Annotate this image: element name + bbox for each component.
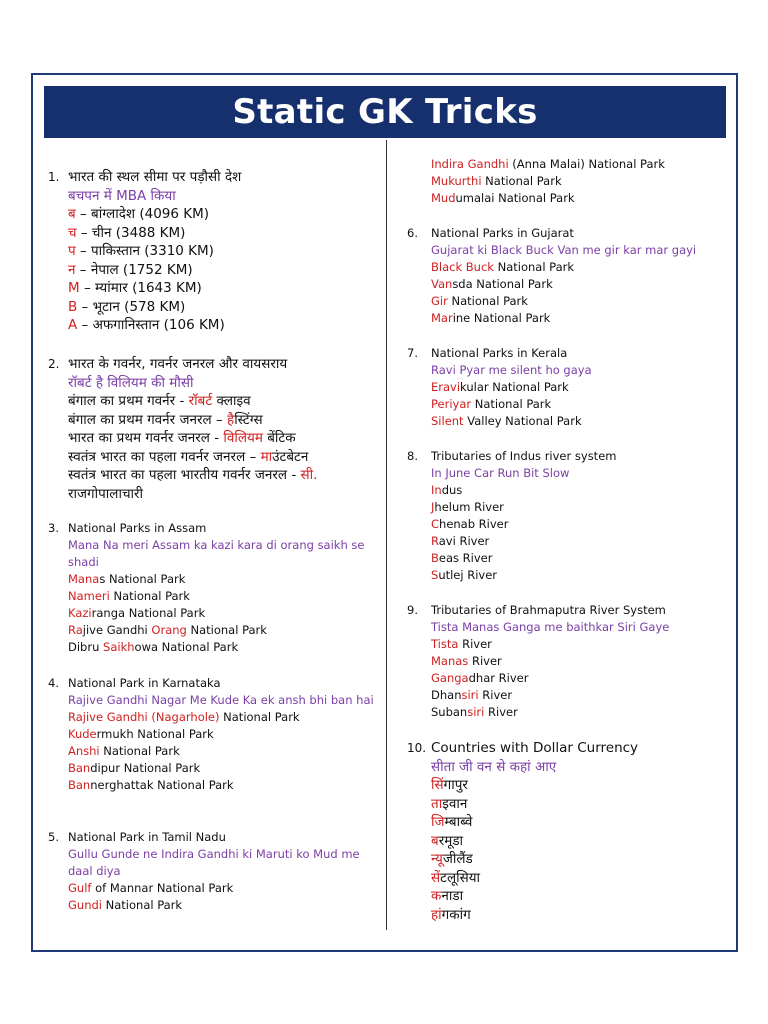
item-key-letters: सें bbox=[431, 869, 441, 886]
mnemonic-trick: बचपन में MBA किया bbox=[68, 187, 176, 204]
item-key-letters: siri bbox=[461, 688, 479, 702]
item-key-letters: Anshi bbox=[68, 744, 100, 758]
item-text: उंटबेटन bbox=[272, 448, 309, 465]
item-text: nerghattak National Park bbox=[90, 778, 234, 792]
item-text: National Park bbox=[493, 260, 575, 274]
item-text: नाडा bbox=[441, 888, 464, 904]
item-text: – पाकिस्तान (3310 KM) bbox=[75, 243, 214, 259]
list-item bbox=[431, 813, 472, 832]
item-key-letters: Tista bbox=[431, 637, 459, 651]
item-text: Valley National Park bbox=[463, 414, 582, 428]
item-key-letters: Nameri bbox=[68, 589, 110, 603]
list-item bbox=[431, 550, 492, 567]
list-item bbox=[431, 413, 582, 430]
list-item bbox=[68, 777, 234, 794]
section-title: National Parks in Gujarat bbox=[431, 226, 574, 240]
item-text: National Park bbox=[186, 623, 267, 637]
item-key-letters: Ban bbox=[68, 778, 91, 792]
list-item bbox=[68, 411, 263, 430]
item-text: dhar River bbox=[468, 671, 529, 685]
item-key-letters: Manas bbox=[431, 654, 469, 668]
list-item bbox=[68, 466, 317, 485]
list-item bbox=[431, 156, 665, 173]
list-item bbox=[68, 279, 202, 298]
list-item bbox=[68, 639, 238, 656]
item-key-letters: ता bbox=[431, 795, 443, 812]
item-text: jive Gandhi bbox=[82, 623, 152, 637]
item-key-letters: In bbox=[431, 483, 442, 497]
item-text: गापुर bbox=[443, 777, 468, 793]
list-item bbox=[431, 533, 489, 550]
item-key-letters: Kazi bbox=[68, 606, 92, 620]
item-text: – नेपाल (1752 KM) bbox=[75, 261, 193, 278]
list-item bbox=[431, 653, 502, 670]
section-number: 1. bbox=[48, 170, 60, 184]
item-text: National Park bbox=[109, 589, 190, 603]
column-divider bbox=[386, 140, 387, 930]
list-item bbox=[431, 906, 471, 925]
item-text: राजगोपालाचारी bbox=[68, 485, 144, 502]
list-item bbox=[68, 760, 200, 777]
section-title: National Park in Karnataka bbox=[68, 676, 221, 690]
item-text: जीलैंड bbox=[442, 851, 473, 867]
item-key-letters: Mana bbox=[68, 572, 100, 586]
section-title: भारत के गवर्नर, गवर्नर जनरल और वायसराय bbox=[68, 356, 288, 372]
list-item bbox=[431, 850, 473, 869]
section-title: National Parks in Assam bbox=[68, 521, 207, 535]
item-key-letters: मा bbox=[260, 448, 273, 465]
list-item bbox=[431, 567, 497, 584]
list-item bbox=[431, 832, 463, 851]
item-key-letters: सी. bbox=[300, 467, 318, 483]
item-key-letters: Indira Gandhi bbox=[431, 157, 509, 171]
item-key-letters: J bbox=[431, 500, 435, 514]
item-key-letters: Rajive Gandhi (Nagarhole) bbox=[68, 710, 220, 724]
item-key-letters: Ra bbox=[68, 623, 83, 637]
item-key-letters: हां bbox=[431, 906, 442, 923]
item-text: National Park bbox=[447, 294, 528, 308]
item-text: River bbox=[484, 705, 518, 719]
list-item bbox=[68, 588, 190, 605]
item-key-letters: है bbox=[227, 411, 235, 428]
list-item bbox=[431, 869, 480, 888]
section-number: 3. bbox=[48, 521, 59, 535]
item-key-letters: Eravi bbox=[431, 380, 461, 394]
mnemonic-trick: Rajive Gandhi Nagar Me Kude Ka ek ansh bhi ban hai bbox=[68, 693, 374, 707]
list-item bbox=[68, 205, 209, 224]
item-text: बंगाल का प्रथम गवर्नर जनरल – bbox=[68, 411, 228, 428]
item-key-letters: Gir bbox=[431, 294, 448, 308]
list-item bbox=[431, 396, 551, 413]
item-key-letters: R bbox=[431, 534, 439, 548]
list-item bbox=[68, 743, 180, 760]
mnemonic-trick: Mana Na meri Assam ka kazi kara di orang saikh se shadi bbox=[68, 538, 365, 569]
item-text: क्लाइव bbox=[212, 393, 251, 409]
section-title: भारत की स्थल सीमा पर पड़ौसी देश bbox=[68, 169, 242, 185]
list-item bbox=[68, 429, 296, 448]
list-item bbox=[431, 704, 518, 721]
item-text: rmukh National Park bbox=[96, 727, 214, 741]
item-text: Dhan bbox=[431, 688, 462, 702]
item-text: s National Park bbox=[99, 572, 186, 586]
item-key-letters: Ganga bbox=[431, 671, 469, 685]
section-number: 4. bbox=[48, 676, 59, 690]
section-title: National Park in Tamil Nadu bbox=[68, 830, 226, 844]
item-key-letters: Mar bbox=[431, 311, 453, 325]
item-text: eas River bbox=[438, 551, 493, 565]
mnemonic-trick: Ravi Pyar me silent ho gaya bbox=[431, 363, 592, 377]
list-item bbox=[68, 316, 225, 335]
item-key-letters: Ban bbox=[68, 761, 91, 775]
section-title: Tributaries of Brahmaputra River System bbox=[431, 603, 666, 617]
item-key-letters: M bbox=[68, 280, 80, 296]
item-text: म्बाब्वे bbox=[444, 814, 473, 830]
item-text: National Park bbox=[101, 898, 183, 912]
item-text: स्टिंग्स bbox=[234, 411, 263, 428]
mnemonic-trick: Tista Manas Ganga me baithkar Siri Gaye bbox=[431, 620, 670, 634]
item-key-letters: च bbox=[68, 224, 77, 241]
section-number: 5. bbox=[48, 830, 59, 844]
item-key-letters: रॉबर्ट bbox=[188, 393, 213, 409]
item-text: National Park bbox=[219, 710, 300, 724]
list-item bbox=[68, 448, 308, 467]
item-key-letters: ब bbox=[431, 832, 439, 849]
item-key-letters: S bbox=[431, 568, 439, 582]
item-key-letters: Gundi bbox=[68, 898, 102, 912]
item-key-letters: न bbox=[68, 261, 76, 278]
item-text: National Park bbox=[481, 174, 562, 188]
item-text: – बांग्लादेश (4096 KM) bbox=[75, 206, 210, 222]
item-text: of Mannar National Park bbox=[91, 881, 234, 895]
item-key-letters: Orang bbox=[151, 623, 187, 637]
item-key-letters: ब bbox=[68, 206, 76, 222]
list-item bbox=[68, 622, 267, 639]
item-key-letters: सिं bbox=[431, 777, 444, 793]
section-number: 9. bbox=[407, 603, 418, 617]
item-text: ranga National Park bbox=[91, 606, 206, 620]
item-key-letters: Periyar bbox=[431, 397, 472, 411]
section-number: 10. bbox=[407, 741, 427, 755]
list-item bbox=[68, 298, 185, 317]
item-text: Suban bbox=[431, 705, 468, 719]
item-key-letters: Mukurthi bbox=[431, 174, 482, 188]
section-number: 2. bbox=[48, 357, 60, 371]
mnemonic-trick: रॉबर्ट है विलियम की मौसी bbox=[68, 374, 194, 391]
list-item bbox=[68, 726, 214, 743]
item-text: टलूसिया bbox=[440, 869, 481, 886]
item-text: – अफगानिस्तान (106 KM) bbox=[77, 317, 225, 333]
list-item bbox=[68, 880, 233, 897]
item-key-letters: Silent bbox=[431, 414, 464, 428]
item-key-letters: siri bbox=[467, 705, 485, 719]
list-item bbox=[68, 242, 214, 261]
list-item bbox=[431, 670, 528, 687]
item-key-letters: A bbox=[68, 317, 78, 333]
item-text: National Park bbox=[471, 397, 552, 411]
item-text: बेंटिक bbox=[262, 430, 296, 446]
item-key-letters: प bbox=[68, 243, 76, 259]
list-item bbox=[431, 379, 569, 396]
list-item bbox=[431, 276, 553, 293]
list-item bbox=[68, 571, 185, 588]
item-text: National Park bbox=[99, 744, 180, 758]
list-item bbox=[68, 261, 193, 280]
item-text: रमूडा bbox=[438, 832, 464, 849]
item-key-letters: Kude bbox=[68, 727, 97, 741]
item-text: गकांग bbox=[441, 906, 471, 923]
section-title: National Parks in Kerala bbox=[431, 346, 568, 360]
item-text: (Anna Malai) National Park bbox=[508, 157, 665, 171]
item-text: dus bbox=[441, 483, 463, 497]
list-item bbox=[431, 776, 468, 795]
list-item bbox=[431, 636, 492, 653]
item-text: भारत का प्रथम गवर्नर जनरल - bbox=[68, 430, 224, 446]
item-key-letters: Black Buck bbox=[431, 260, 494, 274]
item-text: sda National Park bbox=[452, 277, 553, 291]
item-text: स्वतंत्र भारत का पहला गवर्नर जनरल – bbox=[68, 448, 261, 465]
item-key-letters: Van bbox=[431, 277, 453, 291]
item-key-letters: जि bbox=[431, 814, 445, 830]
item-text: Dibru bbox=[68, 640, 104, 654]
list-item bbox=[431, 293, 528, 310]
list-item bbox=[431, 173, 562, 190]
list-item bbox=[431, 516, 508, 533]
item-key-letters: Saikh bbox=[103, 640, 135, 654]
list-item bbox=[68, 605, 205, 622]
page-title: Static GK Tricks bbox=[44, 86, 726, 138]
list-item bbox=[68, 897, 182, 914]
item-text: henab River bbox=[439, 517, 509, 531]
item-key-letters: C bbox=[431, 517, 440, 531]
list-item bbox=[431, 482, 462, 499]
list-item bbox=[68, 224, 185, 243]
item-text: River bbox=[478, 688, 513, 702]
mnemonic-trick: In June Car Run Bit Slow bbox=[431, 466, 570, 480]
list-item bbox=[431, 687, 512, 704]
item-key-letters: Gulf bbox=[68, 881, 92, 895]
list-item bbox=[68, 709, 300, 726]
list-item bbox=[431, 795, 467, 814]
item-text: – म्यांमार (1643 KM) bbox=[79, 280, 202, 296]
item-text: River bbox=[458, 637, 492, 651]
item-text: helum River bbox=[434, 500, 504, 514]
item-key-letters: Mud bbox=[431, 191, 456, 205]
list-item bbox=[431, 259, 574, 276]
item-key-letters: B bbox=[68, 298, 78, 315]
item-text: – भूटान (578 KM) bbox=[77, 298, 186, 315]
mnemonic-trick: Gullu Gunde ne Indira Gandhi ki Maruti ko Mud me daal diya bbox=[68, 847, 360, 878]
item-text: avi River bbox=[438, 534, 490, 548]
item-text: बंगाल का प्रथम गवर्नर - bbox=[68, 393, 189, 409]
section-title: Tributaries of Indus river system bbox=[431, 449, 617, 463]
item-text: kular National Park bbox=[460, 380, 569, 394]
mnemonic-trick: सीता जी वन से कहां आए bbox=[431, 758, 557, 775]
section-title: Countries with Dollar Currency bbox=[431, 740, 639, 756]
list-item bbox=[431, 499, 504, 516]
item-key-letters: विलियम bbox=[223, 430, 263, 446]
item-key-letters: क bbox=[431, 888, 442, 904]
list-item bbox=[68, 485, 143, 504]
section-number: 8. bbox=[407, 449, 418, 463]
list-item bbox=[431, 887, 463, 906]
section-number: 7. bbox=[407, 346, 418, 360]
item-text: dipur National Park bbox=[90, 761, 201, 775]
item-text: utlej River bbox=[438, 568, 498, 582]
item-key-letters: B bbox=[431, 551, 439, 565]
list-item bbox=[431, 310, 550, 327]
item-key-letters: न्यू bbox=[431, 851, 443, 867]
item-text: owa National Park bbox=[134, 640, 239, 654]
list-item bbox=[431, 190, 575, 207]
section-number: 6. bbox=[407, 226, 418, 240]
item-text: – चीन (3488 KM) bbox=[76, 224, 186, 241]
item-text: umalai National Park bbox=[455, 191, 575, 205]
item-text: स्वतंत्र भारत का पहला भारतीय गवर्नर जनरल - bbox=[68, 467, 301, 483]
item-text: ine National Park bbox=[452, 311, 551, 325]
list-item bbox=[68, 392, 251, 411]
mnemonic-trick: Gujarat ki Black Buck Van me gir kar mar gayi bbox=[431, 243, 697, 257]
item-text: River bbox=[468, 654, 502, 668]
item-text: इवान bbox=[442, 795, 468, 812]
